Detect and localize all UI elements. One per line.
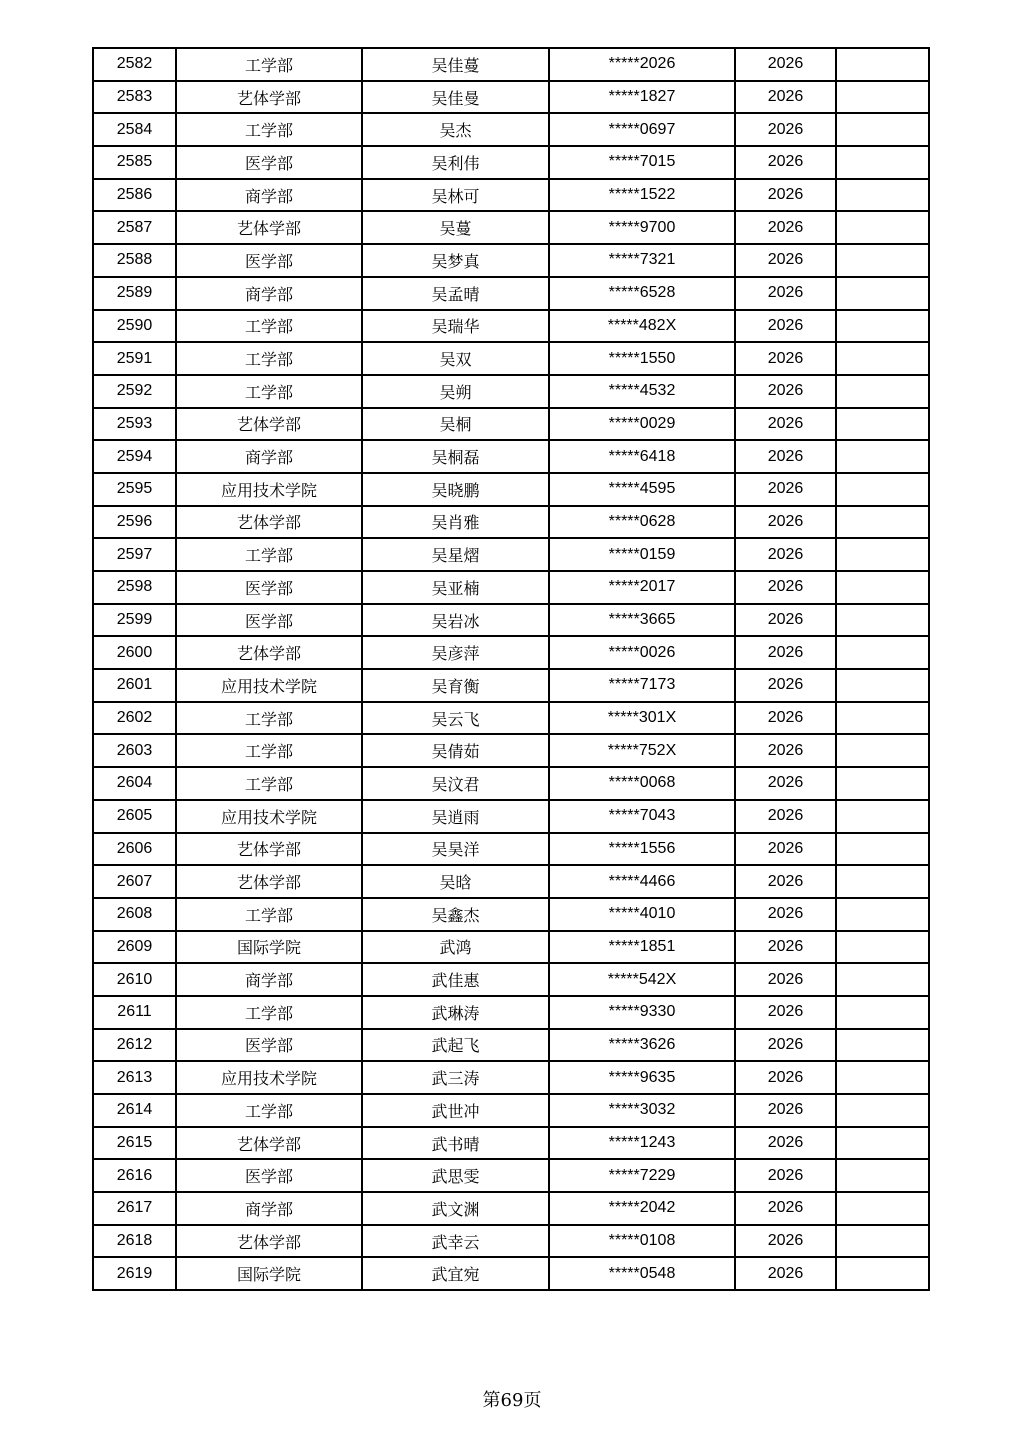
table-row [93,571,929,604]
masked-id-cell: *****0108 [549,1225,735,1258]
student-name-cell: 吴昊洋 [362,833,549,866]
year-cell: 2026 [735,211,836,244]
row-number-cell: 2611 [93,996,176,1029]
department-cell: 应用技术学院 [176,1061,362,1094]
table-row [93,473,929,506]
year-cell: 2026 [735,931,836,964]
row-number-cell: 2596 [93,506,176,539]
masked-id-cell: *****2042 [549,1192,735,1225]
table-row [93,604,929,637]
table-row [93,1257,929,1290]
row-number-cell: 2604 [93,767,176,800]
remark-cell [836,669,929,702]
department-cell: 国际学院 [176,931,362,964]
row-number-cell: 2592 [93,375,176,408]
table-row [93,996,929,1029]
year-cell: 2026 [735,81,836,114]
row-number-cell: 2600 [93,636,176,669]
row-number-cell: 2593 [93,408,176,441]
row-number-cell: 2586 [93,179,176,212]
year-cell: 2026 [735,996,836,1029]
row-number-cell: 2615 [93,1127,176,1160]
year-cell: 2026 [735,571,836,604]
student-name-cell: 武鸿 [362,931,549,964]
department-cell: 医学部 [176,1159,362,1192]
table-row [93,734,929,767]
department-cell: 工学部 [176,375,362,408]
student-name-cell: 吴彦萍 [362,636,549,669]
department-cell: 工学部 [176,342,362,375]
student-name-cell: 吴梦真 [362,244,549,277]
year-cell: 2026 [735,1257,836,1290]
remark-cell [836,604,929,637]
table-row [93,342,929,375]
row-number-cell: 2605 [93,800,176,833]
student-name-cell: 吴杰 [362,113,549,146]
department-cell: 工学部 [176,1094,362,1127]
year-cell: 2026 [735,146,836,179]
masked-id-cell: *****4466 [549,865,735,898]
masked-id-cell: *****9635 [549,1061,735,1094]
row-number-cell: 2608 [93,898,176,931]
year-cell: 2026 [735,604,836,637]
remark-cell [836,865,929,898]
remark-cell [836,931,929,964]
remark-cell [836,473,929,506]
student-name-cell: 武起飞 [362,1029,549,1062]
row-number-cell: 2589 [93,277,176,310]
student-name-cell: 吴育衡 [362,669,549,702]
masked-id-cell: *****6418 [549,440,735,473]
masked-id-cell: *****7229 [549,1159,735,1192]
year-cell: 2026 [735,342,836,375]
year-cell: 2026 [735,1029,836,1062]
student-name-cell: 吴逍雨 [362,800,549,833]
row-number-cell: 2616 [93,1159,176,1192]
department-cell: 应用技术学院 [176,473,362,506]
table-row [93,1127,929,1160]
student-name-cell: 吴林可 [362,179,549,212]
remark-cell [836,81,929,114]
department-cell: 艺体学部 [176,1225,362,1258]
year-cell: 2026 [735,963,836,996]
masked-id-cell: *****7321 [549,244,735,277]
masked-id-cell: *****0159 [549,538,735,571]
year-cell: 2026 [735,800,836,833]
row-number-cell: 2590 [93,310,176,343]
masked-id-cell: *****7173 [549,669,735,702]
table-row [93,113,929,146]
department-cell: 艺体学部 [176,833,362,866]
remark-cell [836,342,929,375]
masked-id-cell: *****1550 [549,342,735,375]
remark-cell [836,1225,929,1258]
student-name-cell: 吴佳蔓 [362,48,549,81]
remark-cell [836,1192,929,1225]
masked-id-cell: *****2026 [549,48,735,81]
table-row [93,1061,929,1094]
student-name-cell: 吴鑫杰 [362,898,549,931]
table-row [93,310,929,343]
table-row [93,1094,929,1127]
year-cell: 2026 [735,898,836,931]
masked-id-cell: *****6528 [549,277,735,310]
table-row [93,833,929,866]
page-number: 第69页 [482,1390,542,1411]
student-name-cell: 吴利伟 [362,146,549,179]
masked-id-cell: *****0697 [549,113,735,146]
remark-cell [836,963,929,996]
department-cell: 艺体学部 [176,506,362,539]
student-name-cell: 武书晴 [362,1127,549,1160]
student-name-cell: 吴蔓 [362,211,549,244]
remark-cell [836,1159,929,1192]
remark-cell [836,244,929,277]
remark-cell [836,1094,929,1127]
year-cell: 2026 [735,179,836,212]
year-cell: 2026 [735,636,836,669]
row-number-cell: 2613 [93,1061,176,1094]
student-name-cell: 吴星熠 [362,538,549,571]
department-cell: 医学部 [176,1029,362,1062]
department-cell: 艺体学部 [176,408,362,441]
department-cell: 艺体学部 [176,1127,362,1160]
department-cell: 工学部 [176,734,362,767]
department-cell: 艺体学部 [176,211,362,244]
remark-cell [836,408,929,441]
year-cell: 2026 [735,1192,836,1225]
masked-id-cell: *****0548 [549,1257,735,1290]
row-number-cell: 2597 [93,538,176,571]
student-name-cell: 吴桐 [362,408,549,441]
remark-cell [836,898,929,931]
masked-id-cell: *****0628 [549,506,735,539]
masked-id-cell: *****542X [549,963,735,996]
table-row [93,636,929,669]
department-cell: 商学部 [176,179,362,212]
department-cell: 医学部 [176,571,362,604]
table-row [93,1225,929,1258]
remark-cell [836,179,929,212]
student-name-cell: 吴瑞华 [362,310,549,343]
row-number-cell: 2610 [93,963,176,996]
table-row [93,375,929,408]
department-cell: 艺体学部 [176,636,362,669]
row-number-cell: 2602 [93,702,176,735]
row-number-cell: 2614 [93,1094,176,1127]
remark-cell [836,702,929,735]
student-name-cell: 吴云飞 [362,702,549,735]
department-cell: 工学部 [176,310,362,343]
masked-id-cell: *****3032 [549,1094,735,1127]
department-cell: 商学部 [176,277,362,310]
student-name-cell: 武文渊 [362,1192,549,1225]
department-cell: 工学部 [176,113,362,146]
remark-cell [836,538,929,571]
row-number-cell: 2601 [93,669,176,702]
masked-id-cell: *****7015 [549,146,735,179]
remark-cell [836,833,929,866]
student-name-cell: 吴倩茹 [362,734,549,767]
student-name-cell: 吴汶君 [362,767,549,800]
roster-body [93,48,929,1290]
table-row [93,963,929,996]
remark-cell [836,375,929,408]
year-cell: 2026 [735,1061,836,1094]
remark-cell [836,767,929,800]
student-name-cell: 武世冲 [362,1094,549,1127]
student-name-cell: 武思雯 [362,1159,549,1192]
student-name-cell: 武幸云 [362,1225,549,1258]
row-number-cell: 2612 [93,1029,176,1062]
remark-cell [836,48,929,81]
table-row [93,277,929,310]
table-row [93,81,929,114]
year-cell: 2026 [735,113,836,146]
remark-cell [836,1127,929,1160]
masked-id-cell: *****1556 [549,833,735,866]
year-cell: 2026 [735,538,836,571]
masked-id-cell: *****3665 [549,604,735,637]
department-cell: 商学部 [176,1192,362,1225]
year-cell: 2026 [735,506,836,539]
year-cell: 2026 [735,277,836,310]
table-row [93,865,929,898]
department-cell: 商学部 [176,440,362,473]
department-cell: 工学部 [176,898,362,931]
year-cell: 2026 [735,310,836,343]
masked-id-cell: *****7043 [549,800,735,833]
year-cell: 2026 [735,702,836,735]
department-cell: 工学部 [176,538,362,571]
remark-cell [836,211,929,244]
student-name-cell: 吴佳曼 [362,81,549,114]
remark-cell [836,800,929,833]
student-name-cell: 吴肖雅 [362,506,549,539]
table-row [93,1192,929,1225]
student-name-cell: 吴晗 [362,865,549,898]
year-cell: 2026 [735,1127,836,1160]
masked-id-cell: *****4532 [549,375,735,408]
masked-id-cell: *****1243 [549,1127,735,1160]
table-row [93,800,929,833]
department-cell: 应用技术学院 [176,669,362,702]
masked-id-cell: *****4595 [549,473,735,506]
masked-id-cell: *****1522 [549,179,735,212]
table-row [93,1029,929,1062]
row-number-cell: 2587 [93,211,176,244]
table-row [93,179,929,212]
department-cell: 工学部 [176,767,362,800]
remark-cell [836,571,929,604]
student-name-cell: 武宜宛 [362,1257,549,1290]
student-name-cell: 武佳惠 [362,963,549,996]
department-cell: 工学部 [176,48,362,81]
year-cell: 2026 [735,1159,836,1192]
student-name-cell: 武三涛 [362,1061,549,1094]
department-cell: 商学部 [176,963,362,996]
department-cell: 艺体学部 [176,81,362,114]
masked-id-cell: *****2017 [549,571,735,604]
year-cell: 2026 [735,669,836,702]
masked-id-cell: *****482X [549,310,735,343]
remark-cell [836,310,929,343]
department-cell: 国际学院 [176,1257,362,1290]
year-cell: 2026 [735,408,836,441]
remark-cell [836,506,929,539]
row-number-cell: 2609 [93,931,176,964]
year-cell: 2026 [735,244,836,277]
masked-id-cell: *****9330 [549,996,735,1029]
row-number-cell: 2619 [93,1257,176,1290]
masked-id-cell: *****1827 [549,81,735,114]
remark-cell [836,113,929,146]
department-cell: 医学部 [176,604,362,637]
table-row [93,669,929,702]
table-row [93,408,929,441]
student-name-cell: 吴孟晴 [362,277,549,310]
year-cell: 2026 [735,440,836,473]
row-number-cell: 2618 [93,1225,176,1258]
remark-cell [836,996,929,1029]
year-cell: 2026 [735,1225,836,1258]
row-number-cell: 2582 [93,48,176,81]
table-row [93,440,929,473]
remark-cell [836,734,929,767]
table-row [93,244,929,277]
masked-id-cell: *****0068 [549,767,735,800]
remark-cell [836,146,929,179]
row-number-cell: 2595 [93,473,176,506]
row-number-cell: 2594 [93,440,176,473]
row-number-cell: 2599 [93,604,176,637]
row-number-cell: 2588 [93,244,176,277]
department-cell: 医学部 [176,244,362,277]
department-cell: 工学部 [176,702,362,735]
year-cell: 2026 [735,767,836,800]
row-number-cell: 2598 [93,571,176,604]
remark-cell [836,1257,929,1290]
masked-id-cell: *****9700 [549,211,735,244]
row-number-cell: 2603 [93,734,176,767]
row-number-cell: 2607 [93,865,176,898]
table-row [93,1159,929,1192]
student-name-cell: 吴桐磊 [362,440,549,473]
row-number-cell: 2583 [93,81,176,114]
department-cell: 医学部 [176,146,362,179]
year-cell: 2026 [735,833,836,866]
student-name-cell: 吴晓鹏 [362,473,549,506]
masked-id-cell: *****0026 [549,636,735,669]
table-row [93,898,929,931]
masked-id-cell: *****752X [549,734,735,767]
masked-id-cell: *****301X [549,702,735,735]
table-row [93,506,929,539]
student-name-cell: 吴岩冰 [362,604,549,637]
remark-cell [836,1061,929,1094]
row-number-cell: 2584 [93,113,176,146]
masked-id-cell: *****0029 [549,408,735,441]
row-number-cell: 2617 [93,1192,176,1225]
year-cell: 2026 [735,865,836,898]
student-name-cell: 武琳涛 [362,996,549,1029]
row-number-cell: 2591 [93,342,176,375]
table-row [93,146,929,179]
masked-id-cell: *****4010 [549,898,735,931]
department-cell: 艺体学部 [176,865,362,898]
remark-cell [836,636,929,669]
department-cell: 应用技术学院 [176,800,362,833]
year-cell: 2026 [735,375,836,408]
table-row [93,702,929,735]
masked-id-cell: *****1851 [549,931,735,964]
row-number-cell: 2585 [93,146,176,179]
department-cell: 工学部 [176,996,362,1029]
table-row [93,931,929,964]
remark-cell [836,1029,929,1062]
table-row [93,48,929,81]
year-cell: 2026 [735,734,836,767]
student-name-cell: 吴亚楠 [362,571,549,604]
masked-id-cell: *****3626 [549,1029,735,1062]
student-roster-table [92,47,930,1291]
year-cell: 2026 [735,48,836,81]
table-row [93,767,929,800]
student-name-cell: 吴朔 [362,375,549,408]
year-cell: 2026 [735,473,836,506]
remark-cell [836,440,929,473]
remark-cell [836,277,929,310]
table-row [93,211,929,244]
student-name-cell: 吴双 [362,342,549,375]
table-row [93,538,929,571]
year-cell: 2026 [735,1094,836,1127]
row-number-cell: 2606 [93,833,176,866]
